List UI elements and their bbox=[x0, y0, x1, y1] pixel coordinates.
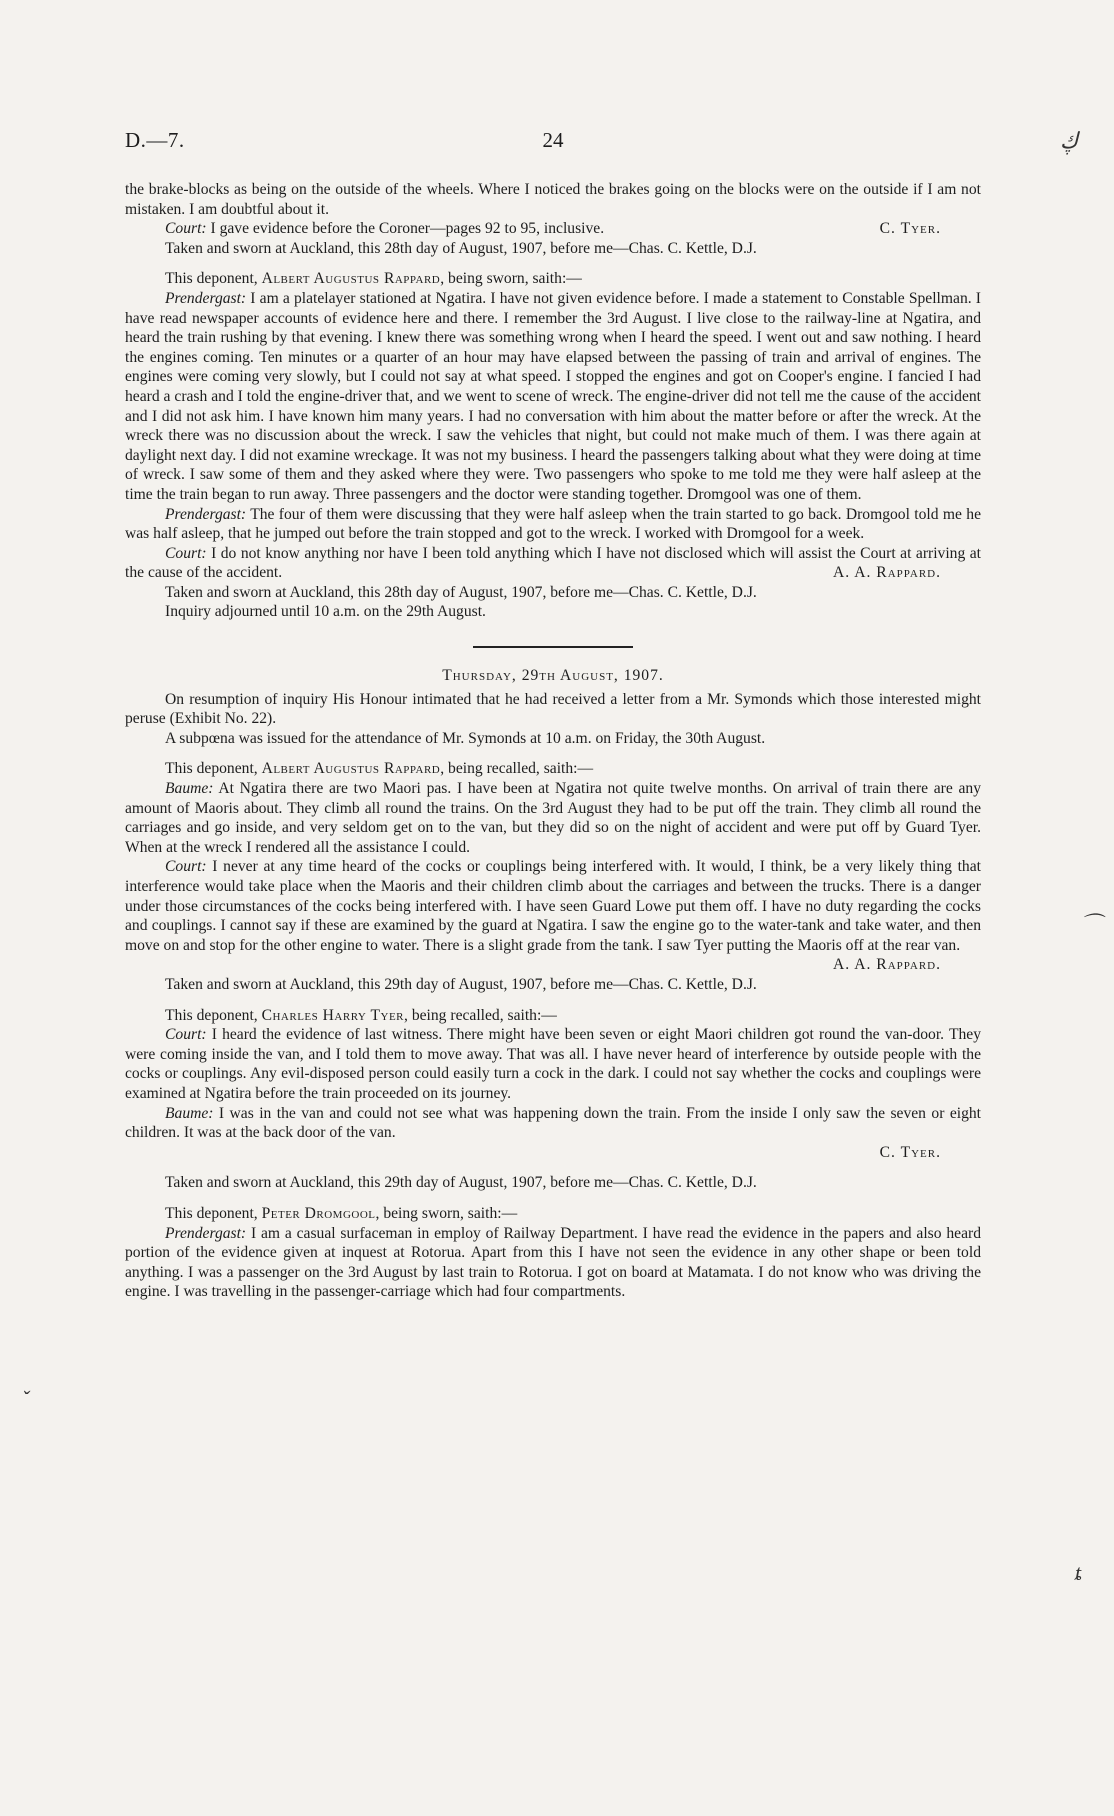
signature: A. A. Rappard. bbox=[833, 564, 941, 582]
section-divider bbox=[473, 646, 633, 648]
paragraph bbox=[125, 505, 981, 544]
speaker-label: Court: bbox=[165, 220, 207, 238]
margin-mark-lower-right: ȶ bbox=[1075, 1560, 1082, 1585]
adjournment-note: Inquiry adjourned until 10 a.m. on the 29th August. bbox=[165, 603, 486, 621]
deponent-name: Charles Harry Tyer bbox=[261, 1006, 405, 1024]
speaker-label: Prendergast: bbox=[165, 505, 247, 523]
deponent-intro bbox=[125, 759, 981, 779]
attestation: Taken and sworn at Auckland, this 28th day of August, 1907, before me—Chas. C. Kettle, D.J. bbox=[165, 239, 757, 257]
deponent-name: Peter Dromgool bbox=[261, 1204, 376, 1222]
paragraph-text: At Ngatira there are two Maori pas. I have been at Ngatira not quite twelve months. On arrival of train there are any amount of Maoris about. They climb all round the trains. On the 3rd August they had to be put off the train. They climb all round the carriages and go inside, and very seldom get on to the van, but they did so on the night of accident and were put off by Guard Tyer. When at the wreck I rendered all the assistance I could. bbox=[125, 780, 981, 856]
paragraph bbox=[125, 219, 981, 239]
page-header bbox=[125, 128, 981, 158]
deponent-intro bbox=[125, 1204, 981, 1224]
signature: A. A. Rappard. bbox=[833, 956, 941, 974]
signature: C. Tyer. bbox=[879, 220, 941, 238]
intro-text: This deponent, bbox=[165, 270, 262, 288]
intro-text: , being recalled, saith:— bbox=[404, 1006, 557, 1024]
attestation: Taken and sworn at Auckland, this 29th day of August, 1907, before me—Chas. C. Kettle, D.J. bbox=[165, 975, 757, 993]
document-body bbox=[125, 180, 981, 1302]
paragraph bbox=[125, 1025, 981, 1103]
speaker-label: Prendergast: bbox=[165, 1224, 247, 1242]
intro-text: , being recalled, saith:— bbox=[440, 760, 594, 778]
paragraph: On resumption of inquiry His Honour intimated that he had received a letter from a Mr. Symonds which those interested might peruse (Exhibit No. 22). bbox=[125, 690, 981, 728]
paragraph bbox=[125, 857, 981, 955]
speaker-label: Court: bbox=[165, 858, 207, 876]
intro-text: , being sworn, saith:— bbox=[375, 1204, 518, 1222]
margin-mark-lower-left: ˇ bbox=[22, 1386, 30, 1411]
paragraph: A subpœna was issued for the attendance of Mr. Symonds at 10 a.m. on Friday, the 30th August. bbox=[165, 729, 766, 747]
speaker-label: Prendergast: bbox=[165, 289, 247, 307]
series-code: D.—7. bbox=[125, 128, 185, 152]
intro-text: , being sworn, saith:— bbox=[440, 270, 582, 288]
paragraph-text: The four of them were discussing that they were half asleep when the train started to go back. Dromgool told me he was half asleep, that he jumped out before the train stopped and got to the wreck. I worked with Dromgool for a week. bbox=[125, 505, 981, 543]
paragraph bbox=[125, 1104, 981, 1143]
paragraph: the brake-blocks as being on the outside of the wheels. Where I noticed the brakes going on the blocks were on the outside if I am not mistaken. I am doubtful about it. bbox=[125, 181, 981, 218]
paragraph-text: I was in the van and could not see what was happening down the train. From the inside I only saw the seven or eight children. It was at the back door of the van. bbox=[125, 1104, 981, 1142]
paragraph bbox=[125, 1224, 981, 1302]
deponent-name: Albert Augustus Rappard bbox=[261, 270, 441, 288]
intro-text: This deponent, bbox=[165, 1006, 262, 1024]
paragraph-text: I do not know anything nor have I been told anything which I have not disclosed which will assist the Court at arriving at the cause of the accident. bbox=[125, 544, 981, 582]
paragraph bbox=[125, 779, 981, 857]
intro-text: This deponent, bbox=[165, 1204, 262, 1222]
paragraph bbox=[125, 544, 981, 583]
speaker-label: Court: bbox=[165, 544, 207, 562]
date-heading: Thursday, 29th August, 1907. bbox=[442, 667, 664, 685]
paragraph-text: I gave evidence before the Coroner—pages 92 to 95, inclusive. bbox=[206, 220, 605, 238]
speaker-label: Baume: bbox=[165, 780, 214, 798]
deponent-intro bbox=[125, 1006, 981, 1026]
signature: C. Tyer. bbox=[879, 1143, 941, 1161]
paragraph-text: I am a platelayer stationed at Ngatira. I have not given evidence before. I made a statement to Constable Spellman. I have read newspaper accounts of evidence here and there. I remember the 3rd August. I live close to the railway-line at Ngatira, and heard the train rushing by that evening. I knew there was something wrong when I heard the speed. I went out and saw nothing. I heard the engines coming. Ten minutes or a quarter of an hour may have elapsed between the passing of train and arrival of engines. The engines were coming very slowly, but I could not say at what speed. I stopped the engines and got on Cooper's engine. I fancied I had heard a crash and I told the engine-driver that, and we went to scene of wreck. The engine-driver did not tell me the cause of the accident and I did not ask him. I have known him many years. I had no conversation with him about the matter before or after the wreck. At the wreck there was no discussion about the wreck. I saw the vehicles that night, but could not make much of them. I was there again at daylight next day. I did not examine wreckage. It was not my business. I heard the passengers talking about what they were doing at time of wreck. I saw some of them and they asked where they were. Two passengers who spoke to me told me they were half asleep at the time the train began to run away. Three passengers and the doctor were standing together. Dromgool was one of them. bbox=[125, 289, 981, 503]
intro-text: This deponent, bbox=[165, 760, 262, 778]
paragraph bbox=[125, 289, 981, 505]
margin-mark-mid-right: ⌒ bbox=[1080, 912, 1103, 937]
deponent-name: Albert Augustus Rappard bbox=[261, 760, 441, 778]
speaker-label: Baume: bbox=[165, 1104, 214, 1122]
paragraph-text: I heard the evidence of last witness. There might have been seven or eight Maori children got round the van-door. They were coming inside the van, and I told them to move away. That was all. I have never heard of interference by outside people with the cocks or couplings. Any evil-disposed person could easily turn a cock in the dark. I could not say whether the cocks and couplings were examined at Ngatira before the train proceeded on its journey. bbox=[125, 1026, 981, 1102]
paragraph-text: I never at any time heard of the cocks or couplings being interfered with. It would, I think, be a very likely thing that interference would take place when the Maoris and their children climb about the carriages and between the trucks. There is a danger under those circumstances of the cocks being interfered with. I have seen Guard Lowe put them off. I have no duty regarding the cocks and couplings. I cannot say if these are examined by the guard at Ngatira. I saw the engine go to the water-tank and take water, and then move on and stop for the other engine to water. There is a slight grade from the tank. I saw Tyer putting the Maoris off at the rear van. bbox=[125, 858, 981, 954]
attestation: Taken and sworn at Auckland, this 29th day of August, 1907, before me—Chas. C. Kettle, D.J. bbox=[165, 1174, 757, 1192]
speaker-label: Court: bbox=[165, 1026, 207, 1044]
deponent-intro bbox=[125, 269, 981, 289]
attestation: Taken and sworn at Auckland, this 28th day of August, 1907, before me—Chas. C. Kettle, D.J. bbox=[165, 583, 757, 601]
paragraph-text: I am a casual surfaceman in employ of Railway Department. I have read the evidence in the papers and also heard portion of the evidence given at inquest at Rotorua. Apart from this I have not seen the evidence in any other shape or been told anything. I was a passenger on the 3rd August by last train to Rotorua. I got on board at Matamata. I do not know who was driving the engine. I was travelling in the passenger-carriage which had four compartments. bbox=[125, 1224, 981, 1301]
page-number: 24 bbox=[542, 128, 564, 152]
margin-mark-top-right: ڮ bbox=[1060, 128, 1079, 153]
